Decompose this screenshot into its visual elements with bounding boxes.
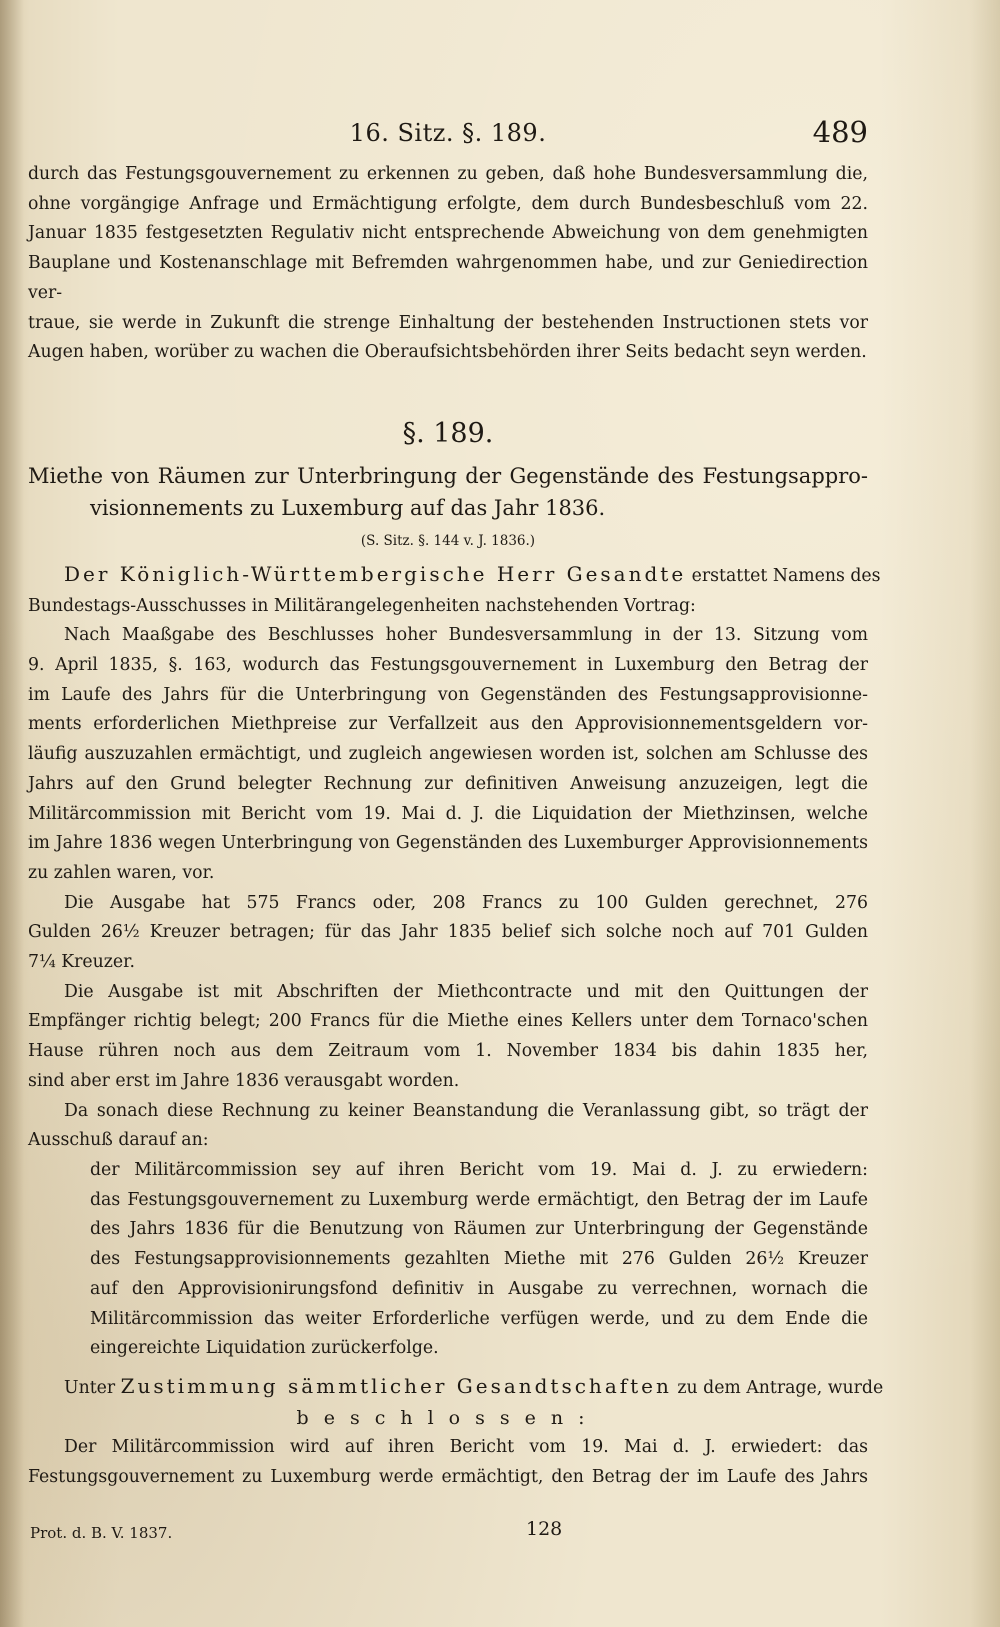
text-line: durch das Festungsgouvernement zu erkennen zu geben, daß hohe Bundesversammlung die,	[28, 164, 868, 184]
text-line: Nach Maaßgabe des Beschlusses hoher Bundesversammlung in der 13. Sitzung vom	[64, 625, 868, 646]
text-line: der Militärcommission sey auf ihren Bericht vom 19. Mai d. J. zu erwiedern:	[90, 1159, 868, 1180]
text-line: 7¼ Kreuzer.	[28, 952, 135, 973]
section-title-line: Miethe von Räumen zur Unterbringung der Gegenstände des Festungsappro-	[28, 463, 868, 488]
text-line: ments erforderlichen Miethpreise zur Verfallzeit aus den Approvisionnementsgeldern vor-	[28, 714, 868, 735]
body-text	[28, 160, 884, 1493]
motion-text	[28, 1156, 868, 1364]
text-line: Gulden 26½ Kreuzer betragen; für das Jahr 1835 belief sich solche noch auf 701 Gulden	[28, 922, 868, 943]
text-line: Augen haben, worüber zu wachen die Oberaufsichtsbehörden ihrer Seits bedacht seyn werden.	[28, 342, 867, 363]
text-line: Januar 1835 festgesetzten Regulativ nicht entsprechende Abweichung von dem genehmigten	[28, 223, 868, 244]
closing-paragraph	[28, 1433, 868, 1492]
text-line: 9. April 1835, §. 163, wodurch das Festungsgouvernement in Luxemburg den Betrag der	[28, 655, 868, 676]
text-line: zu zahlen waren, vor.	[28, 862, 215, 883]
resolution-emphasis: Zustimmung sämmtlicher Gesandtschaften	[120, 1373, 672, 1398]
text-line: Die Ausgabe ist mit Abschriften der Miethcontracte und mit den Quittungen der	[64, 981, 868, 1002]
text-line: Hause rühren noch aus dem Zeitraum vom 1. November 1834 bis dahin 1835 her,	[28, 1041, 868, 1062]
text-line	[28, 560, 881, 592]
resolution	[28, 1372, 884, 1433]
page-number: 489	[812, 115, 868, 149]
text-line: läufig auszuzahlen ermächtigt, und zugleich angewiesen worden ist, solchen am Schlusse des	[28, 744, 868, 765]
text-line: Bundestags-Ausschusses in Militärangelegenheiten nachstehenden Vortrag:	[28, 595, 696, 616]
text-line: im Jahre 1836 wegen Unterbringung von Gegenständen des Luxemburger Approvisionnements	[28, 833, 868, 854]
running-head: 16. Sitz. §. 189.	[349, 119, 547, 147]
resolution-beschlossen: beschlossen:	[296, 1406, 600, 1429]
text-line: traue, sie werde in Zukunft die strenge Einhaltung der bestehenden Instructionen stets vor	[28, 312, 868, 333]
text-line: des Jahrs 1836 für die Benutzung von Räumen zur Unterbringung der Gegenstände	[90, 1219, 868, 1240]
text-line: Militärcommission das weiter Erforderliche verfügen werde, und zu dem Ende die	[90, 1308, 868, 1329]
text-line: im Laufe des Jahrs für die Unterbringung von Gegenständen des Festungsapprovisionne-	[28, 684, 868, 705]
receipts-paragraph	[28, 978, 868, 1097]
footer-protocol: Prot. d. B. V. 1837.	[30, 1524, 173, 1542]
section-reference: (S. Sitz. §. 144 v. J. 1836.)	[360, 532, 536, 549]
text-line: auf den Approvisionirungsfond definitiv in Ausgabe zu verrechnen, wornach die	[90, 1278, 868, 1299]
text-line: eingereichte Liquidation zurückerfolge.	[90, 1338, 439, 1359]
text-line: Festungsgouvernement zu Luxemburg werde ermächtigt, den Betrag der im Laufe des Jahrs	[28, 1467, 868, 1488]
text-line: sind aber erst im Jahre 1836 verausgabt worden.	[28, 1070, 460, 1091]
intro-paragraph	[28, 160, 868, 368]
page-footer	[30, 1518, 870, 1548]
section-title-line: visionnements zu Luxemburg auf das Jahr 1836.	[90, 495, 606, 520]
text-line	[28, 1372, 884, 1404]
text-line: Der Militärcommission wird auf ihren Bericht vom 19. Mai d. J. erwiedert: das	[64, 1437, 868, 1458]
footer-signature: 128	[526, 1518, 563, 1540]
text-line: Die Ausgabe hat 575 Francs oder, 208 Francs zu 100 Gulden gerechnet, 276	[64, 892, 868, 913]
text-line: Jahrs auf den Grund belegter Rechnung zur definitiven Anweisung anzuzeigen, legt die	[28, 773, 868, 794]
speaker-name: Der Königlich-Württembergische Herr Gesandte	[64, 561, 687, 586]
report-paragraph	[28, 621, 868, 888]
page-header	[28, 115, 868, 155]
text-line: ohne vorgängige Anfrage und Ermächtigung erfolgte, dem durch Bundesbeschluß vom 22.	[28, 193, 868, 214]
text-line: Militärcommission mit Bericht vom 19. Mai d. J. die Liquidation der Miethzinsen, welche	[28, 803, 868, 824]
speaker-action: erstattet Namens des	[691, 565, 881, 586]
text-line: das Festungsgouvernement zu Luxemburg werde ermächtigt, den Betrag der im Laufe	[90, 1189, 868, 1210]
text-line: Bauplane und Kostenanschlage mit Befremden wahrgenommen habe, und zur Geniedirection ver-	[28, 253, 868, 303]
text-line: Ausschuß darauf an:	[28, 1130, 209, 1151]
resolution-text: Unter	[64, 1377, 116, 1398]
text-line: Da sonach diese Rechnung zu keiner Beanstandung die Veranlassung gibt, so trägt der	[64, 1100, 868, 1121]
section-number: §. 189.	[402, 417, 494, 449]
text-line: Empfänger richtig belegt; 200 Francs für die Miethe eines Kellers unter dem Tornaco'schen	[28, 1011, 868, 1032]
expense-paragraph	[28, 889, 868, 978]
resolution-text: zu dem Antrage, wurde	[677, 1377, 884, 1398]
speaker-intro	[28, 560, 881, 621]
text-line: des Festungsapprovisionnements gezahlten Miethe mit 276 Gulden 26½ Kreuzer	[90, 1249, 868, 1270]
motion-paragraph	[28, 1097, 868, 1156]
